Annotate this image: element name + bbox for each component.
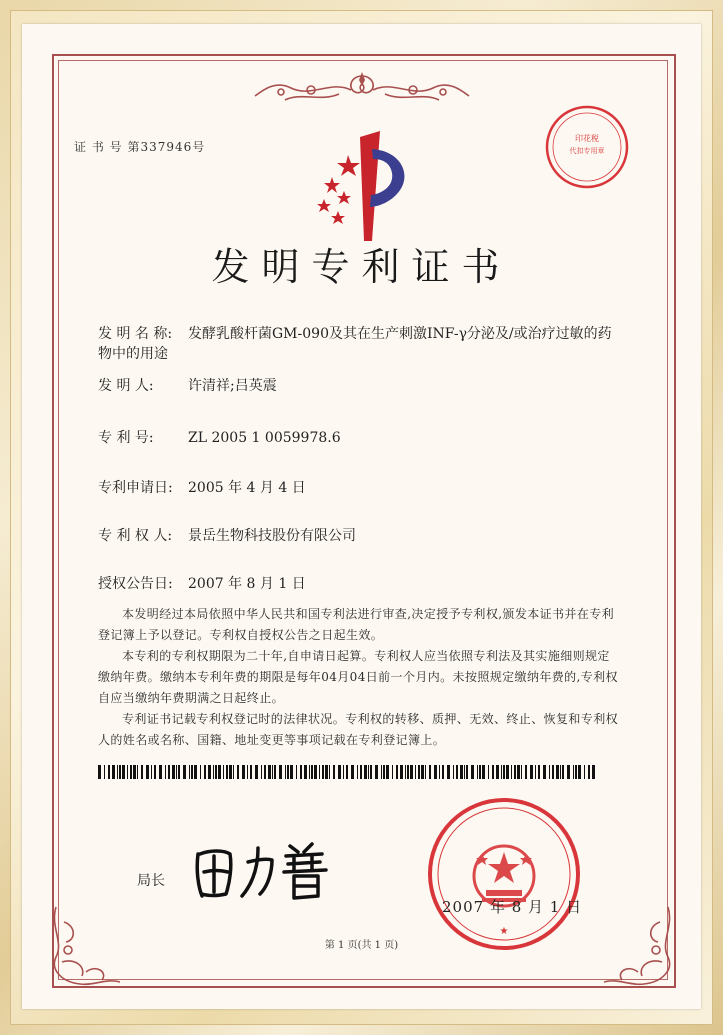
svg-text:★: ★ bbox=[499, 926, 509, 937]
inventor-label: 发 明 人: bbox=[98, 378, 154, 394]
director-label: 局长 bbox=[137, 873, 165, 889]
certificate-number: 证 书 号 第337946号 bbox=[74, 140, 206, 154]
certificate-title: 发明专利证书 bbox=[211, 245, 512, 289]
inventor-value: 许清祥;吕英震 bbox=[188, 378, 277, 394]
body-paragraph-3: 专利证书记载专利权登记时的法律状况。专利权的转移、质押、无效、终止、恢复和专利权人的姓名或名称、国籍、地址变更等事项记载在专利登记簿上。 bbox=[98, 712, 619, 747]
invention-name-label: 发 明 名 称: bbox=[98, 326, 173, 342]
patentee-label: 专 利 权 人: bbox=[98, 528, 173, 544]
issue-date: 2007 年 8 月 1 日 bbox=[442, 898, 583, 916]
invention-name-value: 发酵乳酸杆菌GM-090及其在生产刺激INF-γ分泌及/或治疗过敏的药物中的用途 bbox=[98, 326, 612, 362]
field-inventor bbox=[98, 375, 277, 395]
sipo-logo bbox=[294, 129, 414, 245]
certificate-paper bbox=[22, 24, 701, 1009]
official-seal bbox=[424, 794, 584, 954]
patentee-value: 景岳生物科技股份有限公司 bbox=[188, 528, 356, 544]
patent-number-label: 专 利 号: bbox=[98, 430, 154, 446]
body-paragraph-2: 本专利的专利权期限为二十年,自申请日起算。专利权人应当依照专利法及其实施细则规定缴纳年费。缴纳本专利年费的期限是每年04月04日前一个月内。未按照规定缴纳年费的,专利权自应当缴纳年费期满之日起终止。 bbox=[98, 649, 618, 705]
field-grant-date bbox=[98, 573, 306, 593]
field-patent-number bbox=[98, 427, 341, 447]
body-paragraph-1: 本发明经过本局依照中华人民共和国专利法进行审查,决定授予专利权,颁发本证书并在专利登记簿上予以登记。专利权自授权公告之日起生效。 bbox=[98, 607, 615, 642]
field-application-date bbox=[98, 477, 306, 497]
top-ornament bbox=[251, 70, 473, 106]
certificate-body-text bbox=[98, 604, 620, 751]
field-invention-name bbox=[98, 324, 623, 364]
svg-text:代扣专用章: 代扣专用章 bbox=[569, 147, 605, 155]
grant-date-value: 2007 年 8 月 1 日 bbox=[188, 576, 306, 592]
patent-number-value: ZL 2005 1 0059978.6 bbox=[188, 430, 341, 446]
grant-date-label: 授权公告日: bbox=[98, 576, 173, 592]
application-date-value: 2005 年 4 月 4 日 bbox=[188, 480, 306, 496]
barcode bbox=[98, 765, 598, 779]
svg-text:印花税: 印花税 bbox=[575, 134, 599, 143]
tax-seal-small bbox=[543, 103, 631, 191]
director-signature bbox=[190, 836, 350, 906]
page-number: 第 1 页(共 1 页) bbox=[324, 940, 399, 951]
application-date-label: 专利申请日: bbox=[98, 480, 173, 496]
field-patentee bbox=[98, 525, 356, 545]
